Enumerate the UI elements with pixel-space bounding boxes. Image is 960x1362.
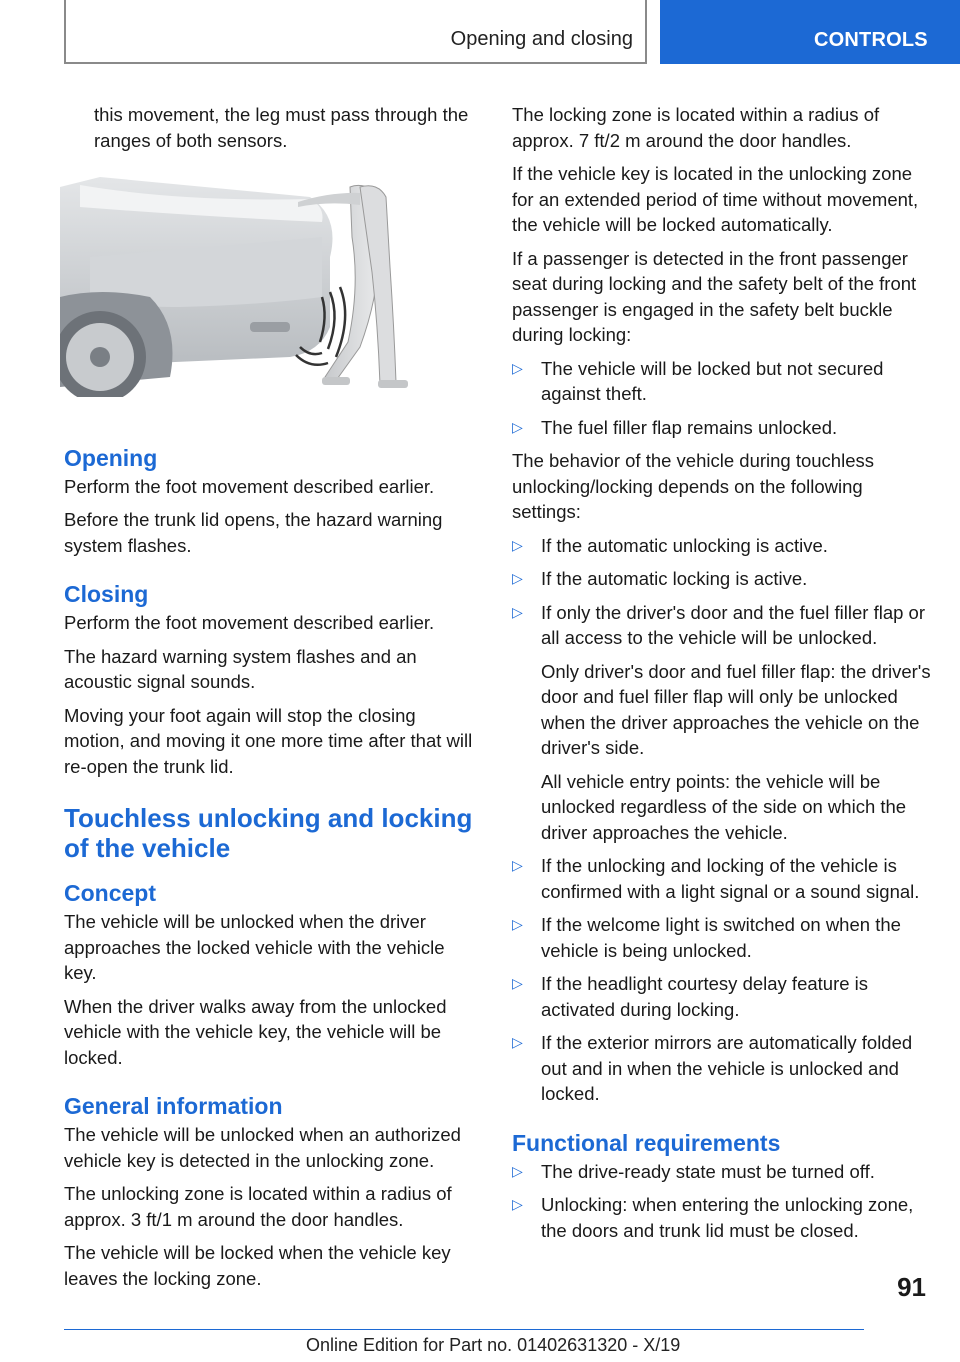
triangle-bullet-icon: ▷ — [512, 1196, 523, 1212]
header-section-box — [64, 0, 647, 64]
locking-zone-text: The locking zone is located within a radius of approx. 7 ft/2 m around the door handles. — [512, 104, 880, 151]
closing-text-1: Perform the foot movement described earlier. — [64, 612, 435, 633]
list-item: ▷ If the automatic locking is active. — [512, 566, 932, 592]
general-info-heading: General information — [64, 1093, 283, 1119]
intro-text: this movement, the leg must pass through the ranges of both sensors. — [94, 104, 469, 151]
section-heading: Touchless unlocking and locking of the vehicle — [64, 803, 473, 863]
settings-text: The behavior of the vehicle during touchless unlocking/locking depends on the following settings: — [512, 450, 874, 522]
header-chapter-tab — [660, 0, 960, 64]
auto-lock-text: If the vehicle key is located in the unlocking zone for an extended period of time without movement, the vehicle will be locked automatically. — [512, 163, 919, 235]
requirements-list — [512, 1159, 932, 1244]
triangle-bullet-icon: ▷ — [512, 418, 523, 435]
trunk-foot-sensor-illustration — [60, 177, 414, 397]
edition-note: Online Edition for Part no. 01402631320 - X/19 — [306, 1335, 681, 1355]
opening-heading: Opening — [64, 444, 158, 471]
footer-divider — [64, 1329, 864, 1330]
triangle-bullet-icon: ▷ — [512, 1162, 523, 1179]
left-column — [64, 102, 478, 1299]
list-item: ▷ If the headlight courtesy delay feature is activated during locking. — [512, 973, 869, 1020]
header-section-title: Opening and closing — [450, 28, 633, 50]
triangle-bullet-icon: ▷ — [512, 359, 523, 376]
list-item: ▷ The drive-ready state must be turned off. — [512, 1159, 932, 1185]
list-item: ▷ If the automatic unlocking is active. — [512, 533, 932, 559]
opening-text-1: Perform the foot movement described earlier. — [64, 475, 435, 497]
list-item: ▷ The vehicle will be locked but not secured against theft. — [512, 357, 884, 404]
concept-heading: Concept — [64, 880, 156, 906]
general-text-1: The vehicle will be unlocked when an authorized vehicle key is detected in the unlocking zone. — [64, 1124, 461, 1171]
general-text-2: The unlocking zone is located within a radius of approx. 3 ft/1 m around the door handles. — [64, 1183, 452, 1230]
list-item: ▷ If the exterior mirrors are automatically folded out and in when the vehicle is unlocked and locked. — [512, 1032, 913, 1104]
list-item: ▷ The fuel filler flap remains unlocked. — [512, 415, 932, 441]
triangle-bullet-icon: ▷ — [512, 603, 523, 620]
list-item: ▷ If the unlocking and locking of the vehicle is confirmed with a light signal or a sound signal. — [512, 855, 920, 902]
passenger-text: If a passenger is detected in the front passenger seat during locking and the safety belt of the front passenger is engaged in the safety belt buckle during locking: — [512, 247, 917, 345]
triangle-bullet-icon: ▷ — [512, 1034, 523, 1050]
page-header — [0, 0, 960, 66]
right-column — [512, 102, 932, 1251]
general-text-3: The vehicle will be locked when the vehicle key leaves the locking zone. — [64, 1242, 451, 1289]
triangle-bullet-icon: ▷ — [512, 570, 523, 586]
triangle-bullet-icon: ▷ — [512, 916, 523, 932]
concept-text-2: When the driver walks away from the unlocked vehicle with the vehicle key, the vehicle will be locked. — [64, 995, 447, 1068]
passenger-list — [512, 356, 932, 441]
settings-list — [512, 533, 932, 1107]
closing-text-2: The hazard warning system flashes and an acoustic signal sounds. — [64, 645, 417, 692]
closing-heading: Closing — [64, 581, 149, 607]
list-subtext: Only driver's door and fuel filler flap: the driver's door and fuel filler flap will only be unlocked when the driver approaches the vehicle on the driver's side. — [541, 660, 931, 758]
list-subtext: All vehicle entry points: the vehicle will be unlocked regardless of the side on which the driver approaches the vehicle. — [541, 770, 907, 843]
triangle-bullet-icon: ▷ — [512, 536, 523, 553]
functional-requirements-heading: Functional requirements — [512, 1129, 781, 1156]
list-item: ▷ Unlocking: when entering the unlocking zone, the doors and trunk lid must be closed. — [512, 1194, 914, 1241]
page-number: 91 — [897, 1272, 926, 1302]
list-item: ▷ If only the driver's door and the fuel filler flap or all access to the vehicle will be unlocked. Only driver's door and fuel filler flap: the driver's door and fuel filler flap will only be unlocked when the driver approaches the vehicle on the driver's side. All vehicle entry points: the vehicle will be unlocked regardless of the side on which the driver approaches the vehicle. — [512, 600, 932, 846]
concept-text-1: The vehicle will be unlocked when the driver approaches the locked vehicle with the vehicle key. — [64, 911, 445, 983]
opening-text-2: Before the trunk lid opens, the hazard warning system flashes. — [64, 509, 443, 556]
closing-text-3: Moving your foot again will stop the closing motion, and moving it one more time after that will re-open the trunk lid. — [64, 704, 473, 777]
header-chapter-title: CONTROLS — [814, 29, 928, 51]
triangle-bullet-icon: ▷ — [512, 975, 523, 991]
list-item: ▷ If the welcome light is switched on when the vehicle is being unlocked. — [512, 914, 901, 961]
triangle-bullet-icon: ▷ — [512, 857, 523, 873]
